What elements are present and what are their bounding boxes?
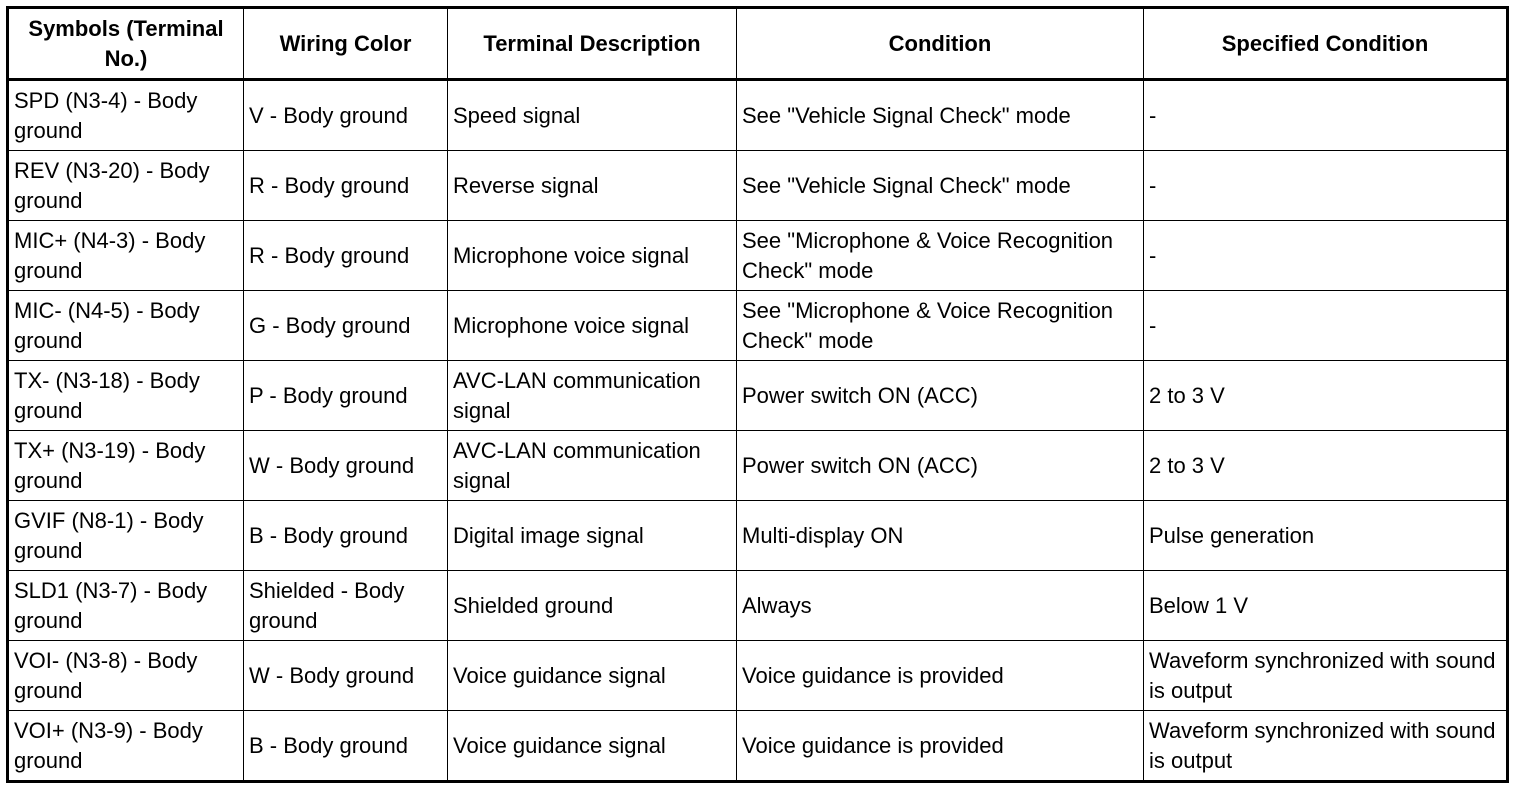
cell-specified-condition: -: [1144, 80, 1508, 151]
cell-wiring-color: B - Body ground: [244, 501, 448, 571]
cell-description: Digital image signal: [448, 501, 737, 571]
cell-wiring-color: W - Body ground: [244, 431, 448, 501]
cell-symbol: SLD1 (N3-7) - Body ground: [8, 571, 244, 641]
cell-symbol: TX- (N3-18) - Body ground: [8, 361, 244, 431]
cell-condition: See "Microphone & Voice Recognition Check" mode: [737, 291, 1144, 361]
cell-wiring-color: G - Body ground: [244, 291, 448, 361]
cell-description: AVC-LAN communication signal: [448, 361, 737, 431]
cell-condition: See "Vehicle Signal Check" mode: [737, 80, 1144, 151]
cell-symbol: MIC- (N4-5) - Body ground: [8, 291, 244, 361]
cell-condition: See "Microphone & Voice Recognition Check" mode: [737, 221, 1144, 291]
cell-symbol: VOI- (N3-8) - Body ground: [8, 641, 244, 711]
cell-description: Microphone voice signal: [448, 291, 737, 361]
cell-wiring-color: B - Body ground: [244, 711, 448, 782]
cell-wiring-color: V - Body ground: [244, 80, 448, 151]
cell-specified-condition: 2 to 3 V: [1144, 361, 1508, 431]
cell-specified-condition: -: [1144, 151, 1508, 221]
cell-description: Voice guidance signal: [448, 711, 737, 782]
cell-condition: See "Vehicle Signal Check" mode: [737, 151, 1144, 221]
cell-symbol: VOI+ (N3-9) - Body ground: [8, 711, 244, 782]
cell-condition: Voice guidance is provided: [737, 641, 1144, 711]
table-row: [8, 501, 1508, 571]
terminal-table: [6, 6, 1509, 783]
cell-wiring-color: R - Body ground: [244, 221, 448, 291]
table-row: [8, 291, 1508, 361]
cell-specified-condition: 2 to 3 V: [1144, 431, 1508, 501]
header-terminal-description: Terminal Description: [448, 8, 737, 80]
cell-condition: Power switch ON (ACC): [737, 361, 1144, 431]
cell-description: Microphone voice signal: [448, 221, 737, 291]
cell-symbol: SPD (N3-4) - Body ground: [8, 80, 244, 151]
table-row: [8, 221, 1508, 291]
cell-wiring-color: Shielded - Body ground: [244, 571, 448, 641]
cell-description: AVC-LAN communication signal: [448, 431, 737, 501]
cell-description: Voice guidance signal: [448, 641, 737, 711]
cell-specified-condition: Waveform synchronized with sound is output: [1144, 641, 1508, 711]
header-wiring-color: Wiring Color: [244, 8, 448, 80]
header-condition: Condition: [737, 8, 1144, 80]
cell-description: Reverse signal: [448, 151, 737, 221]
cell-symbol: MIC+ (N4-3) - Body ground: [8, 221, 244, 291]
table-row: [8, 151, 1508, 221]
table-row: [8, 431, 1508, 501]
cell-specified-condition: -: [1144, 221, 1508, 291]
cell-symbol: REV (N3-20) - Body ground: [8, 151, 244, 221]
table-row: [8, 711, 1508, 782]
cell-description: Speed signal: [448, 80, 737, 151]
header-symbols: Symbols (Terminal No.): [8, 8, 244, 80]
cell-condition: Power switch ON (ACC): [737, 431, 1144, 501]
cell-condition: Always: [737, 571, 1144, 641]
header-specified-condition: Specified Condition: [1144, 8, 1508, 80]
cell-specified-condition: Waveform synchronized with sound is output: [1144, 711, 1508, 782]
cell-condition: Voice guidance is provided: [737, 711, 1144, 782]
cell-specified-condition: -: [1144, 291, 1508, 361]
table-row: [8, 571, 1508, 641]
table-row: [8, 641, 1508, 711]
cell-condition: Multi-display ON: [737, 501, 1144, 571]
table-row: [8, 80, 1508, 151]
cell-specified-condition: Below 1 V: [1144, 571, 1508, 641]
table-row: [8, 361, 1508, 431]
cell-wiring-color: W - Body ground: [244, 641, 448, 711]
cell-symbol: TX+ (N3-19) - Body ground: [8, 431, 244, 501]
cell-wiring-color: P - Body ground: [244, 361, 448, 431]
cell-wiring-color: R - Body ground: [244, 151, 448, 221]
cell-symbol: GVIF (N8-1) - Body ground: [8, 501, 244, 571]
cell-description: Shielded ground: [448, 571, 737, 641]
cell-specified-condition: Pulse generation: [1144, 501, 1508, 571]
header-row: [8, 8, 1508, 80]
